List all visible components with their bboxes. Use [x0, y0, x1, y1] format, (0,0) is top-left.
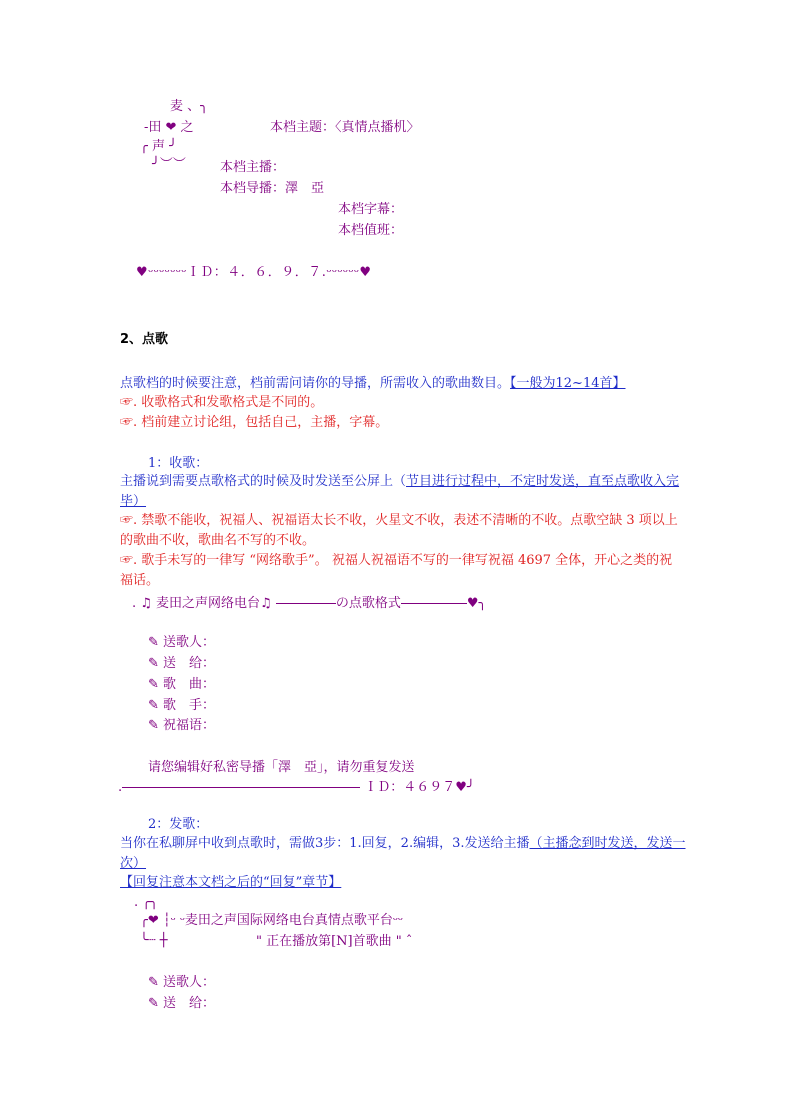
duty-label: 本档值班：: [338, 223, 404, 238]
collect-field-song: ✎ 歌 曲：: [148, 677, 216, 692]
collect-footer-text: 请您编辑好私密导播「澤 亞」，请勿重复发送: [148, 760, 415, 775]
logo-top: 麦 、╮: [170, 99, 208, 114]
logo-tail: ╯︶︶: [152, 157, 186, 172]
send-deco-bottom: ╰┈ ┼: [140, 933, 168, 948]
format-title-mid: の点歌格式: [335, 596, 401, 611]
send-field-receiver: ✎ 送 给：: [148, 996, 216, 1011]
logo-bottom: ╭ 声 ╯: [140, 139, 177, 154]
format-title: [132, 594, 486, 614]
footer-divider: [122, 787, 360, 788]
collect-desc-body: 主播说到需要点歌格式的时候及时发送至公屏上（: [120, 474, 407, 489]
send-desc-body: 当你在私聊屏中收到点歌时，需做3步：1.回复，2.编辑，3.发送给主播: [120, 836, 530, 851]
format-divider-left: [276, 603, 336, 604]
send-desc: [120, 834, 690, 874]
note-format: ☞. 收歌格式和发歌格式是不同的。: [120, 395, 324, 410]
collect-field-sender: ✎ 送歌人：: [148, 635, 216, 650]
collect-title: 1：收歌：: [148, 456, 209, 471]
intro-link[interactable]: 【一般为12~14首】: [510, 376, 626, 391]
collect-field-receiver: ✎ 送 给：: [148, 656, 216, 671]
footer-id: ＩＤ：４６９７♥╯: [364, 780, 475, 795]
send-desc-link[interactable]: （主播念到时发送，发送一次）: [120, 836, 686, 871]
collect-rule-2: ☞. 歌手未写的一律写 “网络歌手”。 祝福人祝福语不写的一律写祝福 4697 全体，开心之类的祝福话。: [120, 553, 673, 588]
send-field-sender: ✎ 送歌人：: [148, 975, 216, 990]
intro-text: [120, 374, 626, 394]
collect-desc: [120, 472, 680, 512]
id-line: ♥ᵕᵕᵕᵕᵕᵕᵕＩＤ：４．６．９．７.ᵕᵕᵕᵕᵕᵕ♥: [136, 265, 372, 280]
reply-chapter-link[interactable]: 【回复注意本文档之后的“回复”章节】: [120, 875, 342, 890]
collect-field-singer: ✎ 歌 手：: [148, 698, 216, 713]
format-title-right: ♥╮: [466, 596, 487, 611]
guide-label: 本档导播：澤 亞: [220, 181, 325, 196]
collect-rule-1: ☞. 禁歌不能收，祝福人、祝福语太长不收，火星文不收，表述不清晰的不收。点歌空缺 3 项以上的歌曲不收，歌曲名不写的不收。: [120, 513, 678, 548]
logo-middle: -田 ❤ 之: [144, 120, 194, 135]
footer-dot: .: [118, 780, 123, 795]
intro-body: 点歌档的时候要注意，档前需问请你的导播，所需收入的歌曲数目。: [120, 376, 511, 391]
send-title: 2：发歌：: [148, 817, 209, 832]
theme-label: 本档主题：〈真情点播机〉: [270, 120, 420, 135]
now-playing: " 正在播放第[N]首歌曲 " ˆ: [256, 934, 413, 949]
format-divider-right: [401, 603, 467, 604]
subtitle-label: 本档字幕：: [338, 202, 404, 217]
send-deco-mid: ╭❤ ┆ᵕ ᵕ麦田之声国际网络电台真情点歌平台ᵕᵕ: [140, 913, 403, 928]
host-label: 本档主播：: [220, 160, 286, 175]
section-title: 2、点歌: [120, 332, 169, 347]
collect-footer-line: [118, 778, 475, 798]
format-title-left: . ♫ 麦田之声网络电台♫: [132, 596, 272, 611]
collect-field-wish: ✎ 祝福语：: [148, 718, 216, 733]
send-deco-top: . ╭╮: [134, 895, 158, 910]
collect-desc-link[interactable]: 节目进行过程中，不定时发送，直至点歌收入完毕）: [120, 474, 680, 509]
note-group: ☞. 档前建立讨论组，包括自己，主播，字幕。: [120, 415, 389, 430]
